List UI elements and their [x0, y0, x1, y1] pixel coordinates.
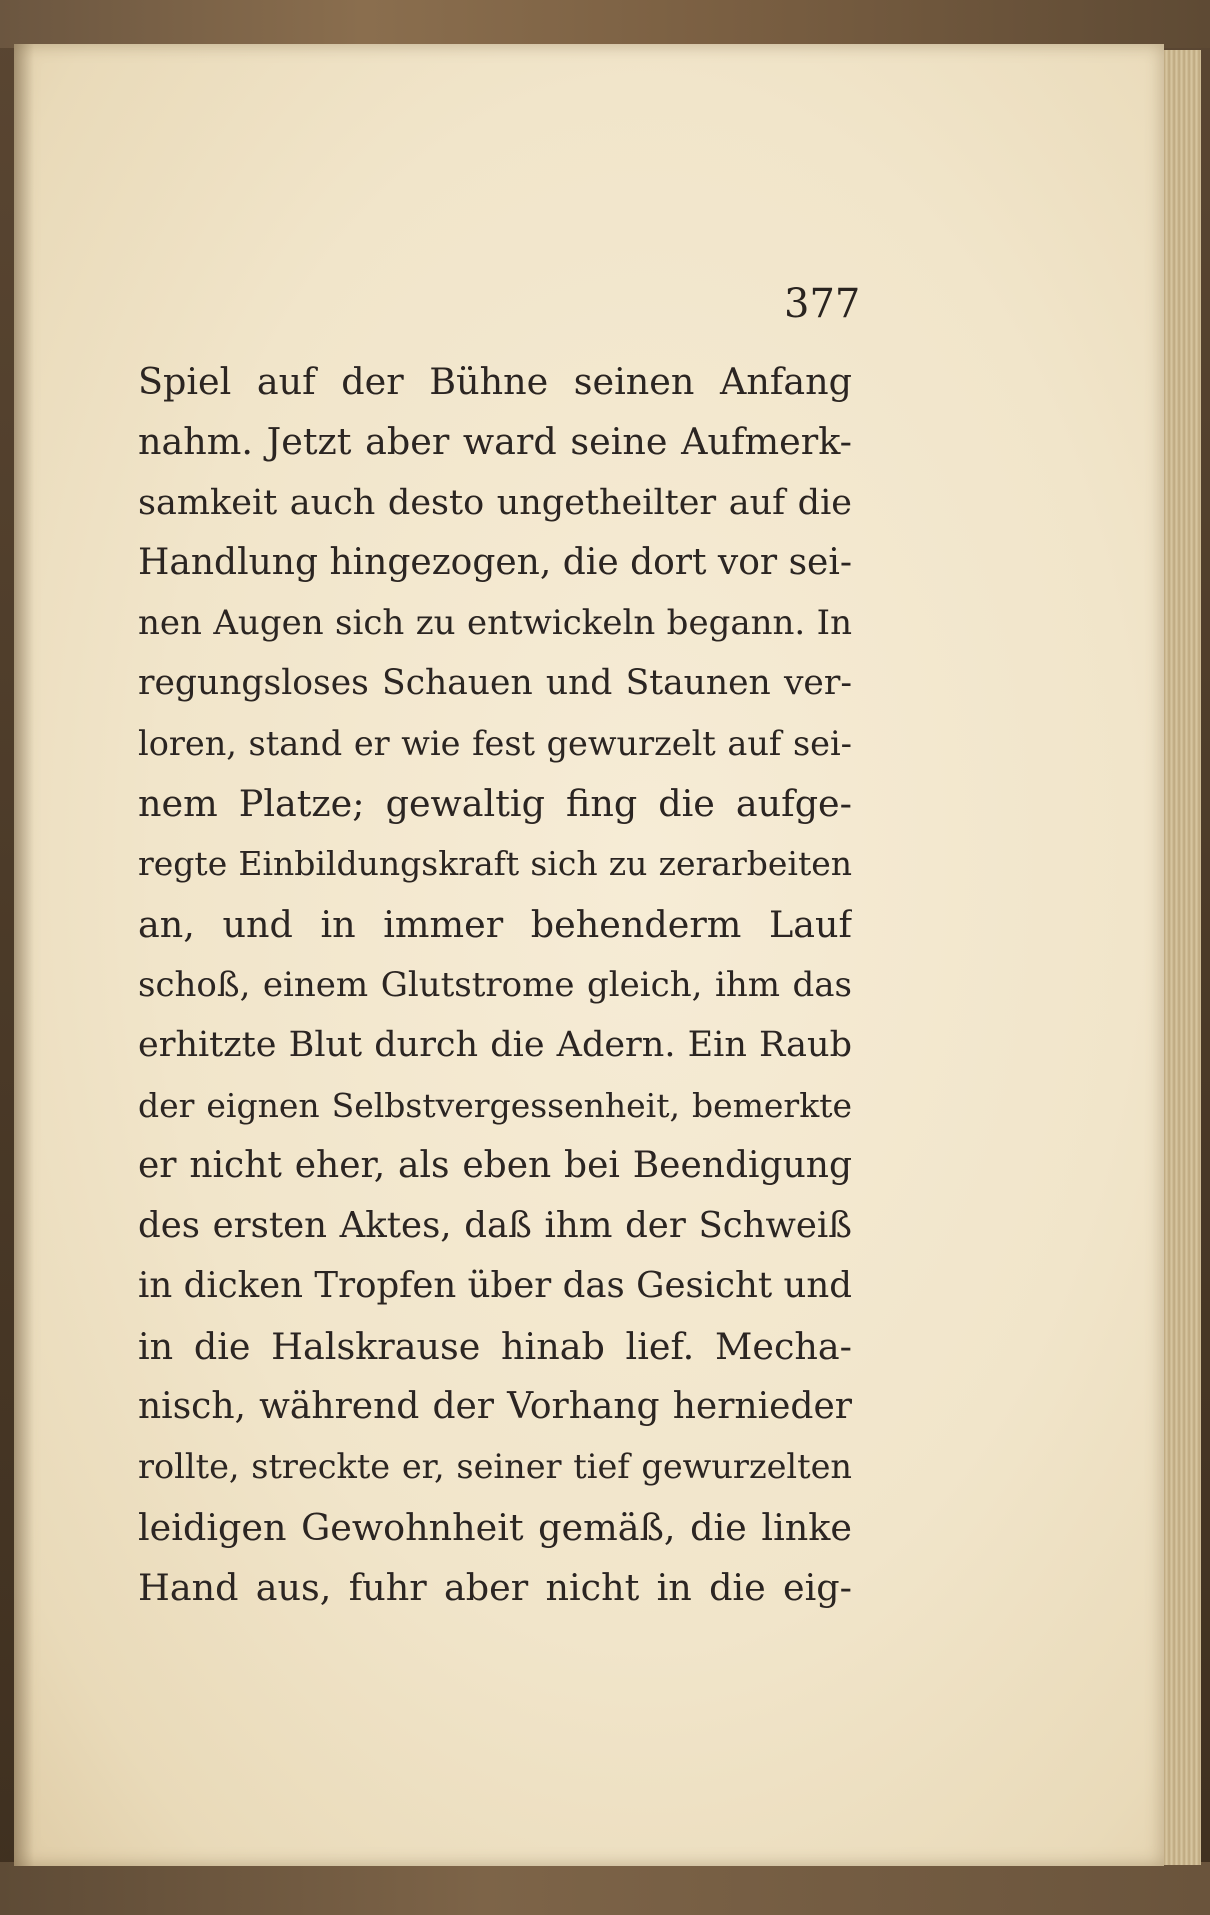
- text-line: Hand aus, fuhr aber nicht in die eig-: [138, 1565, 852, 1609]
- text-line: erhitzte Blut durch die Adern. Ein Raub: [138, 1025, 852, 1066]
- text-line: loren, stand er wie fest gewurzelt auf sei-: [138, 723, 852, 763]
- text-line: schoß, einem Glutstrome gleich, ihm das: [138, 964, 852, 1005]
- page-gutter: [14, 44, 34, 1866]
- text-line: rollte, streckte er, seiner tief gewurzelten: [138, 1447, 852, 1487]
- text-line: nisch, während der Vorhang hernieder: [138, 1386, 852, 1428]
- text-line: nem Platze; gewaltig fing die aufge-: [138, 782, 852, 826]
- text-line: in die Halskrause hinab lief. Mecha-: [138, 1324, 852, 1368]
- text-line: nahm. Jetzt aber ward seine Aufmerk-: [138, 420, 852, 464]
- cover-bottom-edge: [0, 1862, 1210, 1915]
- text-line: Spiel auf der Bühne seinen Anfang: [138, 360, 852, 403]
- page-number: 377: [784, 281, 861, 327]
- text-line: leidigen Gewohnheit gemäß, die linke: [138, 1505, 852, 1549]
- text-line: in dicken Tropfen über das Gesicht und: [138, 1265, 852, 1307]
- text-line: regte Einbildungskraft sich zu zerarbeiten: [138, 844, 852, 884]
- text-line: Handlung hingezogen, die dort vor sei-: [138, 541, 852, 583]
- text-line: an, und in immer behenderm Lauf: [138, 902, 852, 946]
- text-line: nen Augen sich zu entwickeln begann. In: [138, 603, 852, 644]
- text-line: der eignen Selbstvergessenheit, bemerkte: [138, 1085, 852, 1125]
- text-line: des ersten Aktes, daß ihm der Schweiß: [138, 1205, 852, 1247]
- text-line: regungsloses Schauen und Staunen ver-: [138, 663, 852, 704]
- cover-top-edge: [0, 0, 1210, 48]
- text-line: samkeit auch desto ungetheilter auf die: [138, 482, 852, 523]
- body-text: [138, 352, 852, 1618]
- text-line: er nicht eher, als eben bei Beendigung: [138, 1144, 852, 1186]
